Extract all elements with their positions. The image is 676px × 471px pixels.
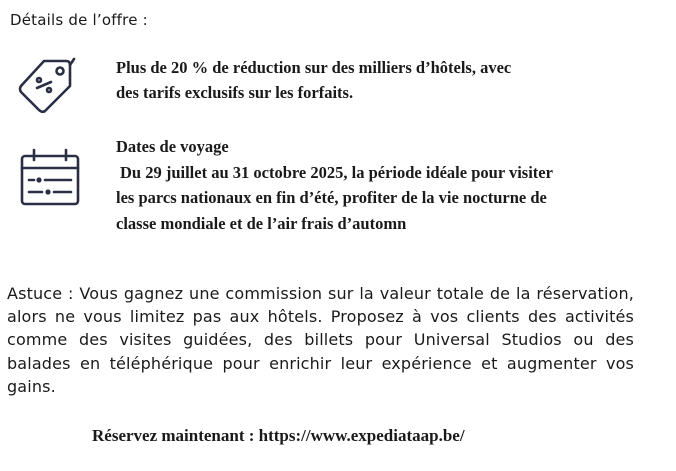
tip-paragraph: Astuce : Vous gagnez une commission sur la valeur totale de la réservation, alors ne vous limitez pas aux hôtels. Proposez à vos clients des activités comme des visites guidées, des billets pour Universal Studios ou des balades en téléphérique pour enrichir leur expérience et augmenter vos gains. — [7, 284, 634, 396]
travel-dates — [116, 134, 656, 236]
offer-description — [116, 55, 636, 105]
travel-dates-line-3: classe mondiale et de l’air frais d’automn — [116, 213, 407, 233]
offer-line-2: des tarifs exclusifs sur les forfaits. — [116, 83, 354, 102]
offer-details-heading: Détails de l’offre : — [10, 11, 148, 29]
book-now-link[interactable]: Réservez maintenant : https://www.expediataap.be/ — [92, 426, 465, 445]
travel-dates-line-1: Du 29 juillet au 31 octobre 2025, la période idéale pour visiter — [120, 162, 553, 182]
calendar-icon — [18, 148, 82, 210]
travel-dates-title: Dates de voyage — [116, 137, 229, 156]
price-tag-discount-icon — [18, 55, 76, 113]
travel-dates-line-2: les parcs nationaux en fin d’été, profiter de la vie nocturne de — [116, 188, 547, 207]
offer-line-1: Plus de 20 % de réduction sur des milliers d’hôtels, avec — [116, 58, 512, 77]
